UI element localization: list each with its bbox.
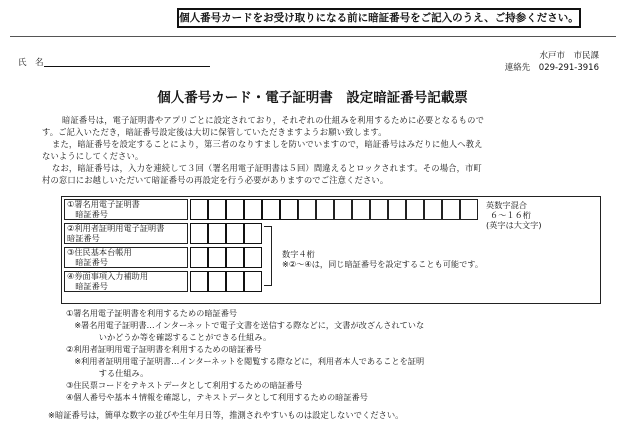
pin-digit-box[interactable] [298, 199, 316, 220]
pin-digit-box[interactable] [190, 271, 208, 292]
pin-digit-box[interactable] [442, 199, 460, 220]
digits-note [282, 249, 483, 269]
usage-line: ②利用者証明用電子証明書を利用するための暗証番号 [66, 344, 262, 354]
pin-digit-box[interactable] [226, 199, 244, 220]
pin-digit-box[interactable] [316, 199, 334, 220]
usage-line: ④個人番号や基本４情報を確認し，テキストデータとして利用するための暗証番号 [66, 392, 368, 402]
alnum-note-line: ６～１６桁 [490, 210, 531, 220]
pin-digit-box[interactable] [208, 247, 226, 268]
pin-digit-box[interactable] [244, 199, 262, 220]
row-label-ticket-assist [64, 271, 188, 292]
pin-digit-box[interactable] [208, 223, 226, 244]
alnum-note-line: (英字は大文字) [486, 220, 542, 230]
pin-digit-box[interactable] [244, 223, 262, 244]
pin-digit-box[interactable] [370, 199, 388, 220]
pin-digit-box[interactable] [244, 271, 262, 292]
office-contact: 連絡先 029-291-3916 [504, 63, 599, 73]
digits-note-line: 数字４桁 [282, 249, 315, 259]
pin-digit-box[interactable] [424, 199, 442, 220]
row-label-signature [64, 199, 188, 220]
row-label-text: ③住民基本台帳用 暗証番号 [67, 247, 132, 267]
footnote: ※暗証番号は，簡単な数字の並びや生年月日等，推測されやすいものは設定しないでください。 [48, 410, 404, 420]
office-name: 水戸市 市民課 [539, 51, 599, 61]
usage-line: ③住民票コードをテキストデータとして利用するための暗証番号 [66, 380, 303, 390]
pin-digit-box[interactable] [208, 271, 226, 292]
digits-note-line: ※②～④は，同じ暗証番号を設定することも可能です。 [282, 259, 484, 269]
paragraph-line: 村の窓口にお越しいただいて暗証番号の再設定を行う必要がありますのでご注意ください。 [42, 175, 389, 185]
pin-digit-box[interactable] [406, 199, 424, 220]
row-label-resident-registry [64, 247, 188, 268]
pin-digit-box[interactable] [388, 199, 406, 220]
notice-text: 個人番号カードをお受け取りになる前に暗証番号をご記入のうえ、ご持参ください。 [179, 12, 579, 24]
usage-line: ※利用者証明用電子証明書…インターネットを閲覧する際などに，利用者本人であることを証明 [66, 356, 425, 366]
header-divider [10, 36, 616, 37]
pin-digit-box[interactable] [190, 247, 208, 268]
pin-digit-box[interactable] [208, 199, 226, 220]
pin-digit-box[interactable] [280, 199, 298, 220]
pin-digit-box[interactable] [190, 223, 208, 244]
rows-2-4-bracket [264, 226, 272, 286]
row-label-text: ②利用者証明用電子証明書 暗証番号 [67, 223, 165, 243]
row-label-user-cert [64, 223, 188, 244]
name-field[interactable] [44, 66, 210, 67]
pin-digit-box[interactable] [334, 199, 352, 220]
pin-digit-box[interactable] [244, 247, 262, 268]
paragraph-line: なお，暗証番号は，入力を連続して３回（署名用電子証明書は５回）間違えるとロックされます。その場合，市町 [52, 163, 482, 173]
office-info [505, 50, 599, 74]
paragraph-line: また，暗証番号を設定することにより，第三者のなりすましを防いでいますので，暗証番号はみだりに他人へ教え [52, 139, 483, 149]
pin-digit-box[interactable] [226, 271, 244, 292]
row-label-text: ①署名用電子証明書 暗証番号 [67, 199, 140, 219]
row-label-text: ④券面事項入力補助用 暗証番号 [67, 271, 149, 291]
pin-digit-box[interactable] [226, 223, 244, 244]
pin-digit-box[interactable] [460, 199, 478, 220]
pin-digit-box[interactable] [262, 199, 280, 220]
page-title: 個人番号カード・電子証明書 設定暗証番号記載票 [157, 90, 468, 106]
pin-digit-box[interactable] [190, 199, 208, 220]
paragraph-line: 暗証番号は，電子証明書やアプリごとに設定されており，それぞれの仕組みを利用するために必要となるもので [62, 115, 485, 125]
alnum-note [486, 200, 542, 230]
alnum-note-line: 英数字混合 [486, 200, 527, 210]
pin-digit-box[interactable] [226, 247, 244, 268]
paragraph-line: ないようにしてください。 [42, 151, 144, 161]
usage-line: ①署名用電子証明書を利用するための暗証番号 [66, 308, 238, 318]
usage-line: いかどうか等を確認することができる仕組み。 [66, 332, 272, 342]
usage-line: する仕組み。 [66, 368, 149, 378]
pin-digit-box[interactable] [352, 199, 370, 220]
usage-line: ※署名用電子証明書…インターネットで電子文書を送信する際などに，文書が改ざんされていな [66, 320, 425, 330]
paragraph-line: す。ご記入いただき，暗証番号設定後は大切に保管していただきますようお願い致します。 [42, 127, 387, 137]
name-label: 氏 名 [18, 58, 44, 68]
notice-banner [177, 8, 581, 28]
